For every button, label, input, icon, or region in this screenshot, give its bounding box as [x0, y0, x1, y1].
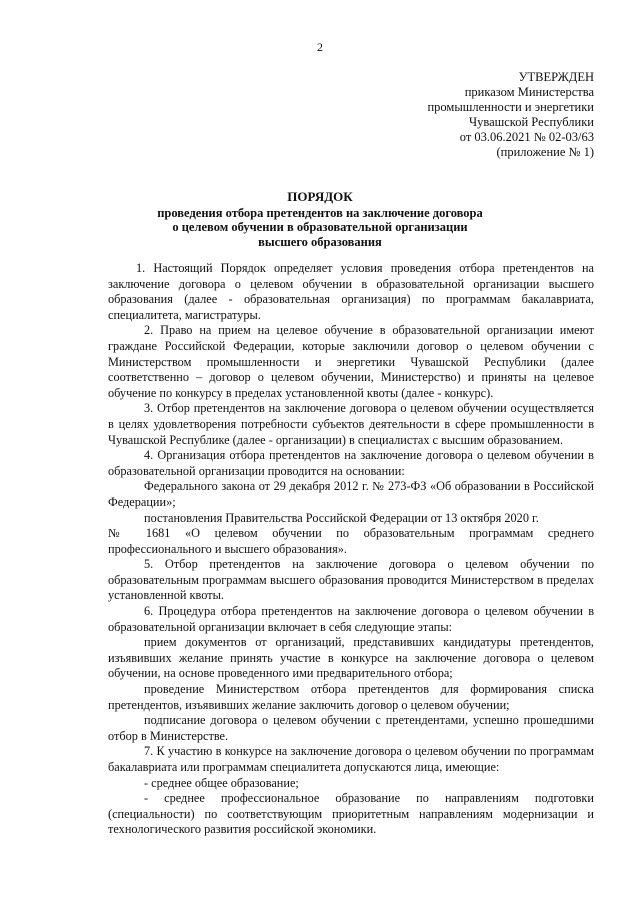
paragraph-4-basis-law: Федерального закона от 29 декабря 2012 г. № 273-ФЗ «Об образовании в Российской Федерации»; [108, 479, 594, 509]
paragraph-6-stage-1: прием документов от организаций, представивших кандидатуры претендентов, изъявивших желание принять участие в конкурсе на заключение договора о целевом обучении, на основе проведенного ими предварительного отбора; [108, 635, 594, 681]
title-subline: о целевом обучении в образовательной организации [172, 220, 468, 234]
page-number: 2 [317, 40, 323, 54]
document-body [108, 261, 594, 838]
paragraph-4: 4. Организация отбора претендентов на заключение договора о целевом обучении в образовательной организации проводится на основании: [108, 448, 594, 478]
approval-stamp [427, 70, 594, 160]
approval-line: Чувашской Республики [468, 115, 594, 129]
paragraph-6-stage-3: подписание договора о целевом обучении с претендентами, успешно прошедшими отбор в Министерстве. [108, 713, 594, 743]
paragraph-4-basis-decree-cont: № 1681 «О целевом обучении по образовательным программам среднего профессионального и высшего образования». [108, 526, 594, 556]
paragraph-7: 7. К участию в конкурсе на заключение договора о целевом обучении по программам бакалавриата или программам специалитета допускаются лица, имеющие: [108, 744, 594, 774]
paragraph-7-item-2: - среднее профессиональное образование по направлениям подготовки (специальности) по соответствующим приоритетным направлениям модернизации и технологического развития российской экономики. [108, 791, 594, 837]
paragraph-6-stage-2: проведение Министерством отбора претендентов для формирования списка претендентов, изъявивших желание заключить договор о целевом обучении; [108, 682, 594, 712]
paragraph-4-basis-decree: постановления Правительства Российской Федерации от 13 октября 2020 г. [144, 510, 539, 525]
approval-line: (приложение № 1) [496, 145, 594, 159]
document-title [0, 190, 640, 249]
title-subline: высшего образования [258, 234, 382, 249]
paragraph-2: 2. Право на прием на целевое обучение в образовательной организации имеют граждане Российской Федерации, которые заключили договор о целевом обучении с Министерством промышленности и энергетики Чувашской Республики (далее соответственно – договор о целевом обучении, Министерство) и приняты на целевое обучение по конкурсу в пределах установленной квоты (далее - конкурс). [108, 323, 594, 400]
paragraph-1: 1. Настоящий Порядок определяет условия проведения отбора претендентов на заключение договора о целевом обучении в образовательной организации высшего образования (далее - образовательная организация) по программам бакалавриата, специалитета, магистратуры. [108, 261, 594, 322]
paragraph-7-item-1: - среднее общее образование; [144, 775, 299, 790]
paragraph-3: 3. Отбор претендентов на заключение договора о целевом обучении осуществляется в целях удовлетворения потребности субъектов деятельности в сфере промышленности в Чувашской Республике (далее - организации) в специалистах с высшим образованием. [108, 401, 594, 447]
approval-line: от 03.06.2021 № 02-03/63 [459, 130, 594, 144]
approval-line: УТВЕРЖДЕН [518, 70, 594, 84]
approval-line: приказом Министерства [464, 85, 594, 99]
approval-line: промышленности и энергетики [427, 100, 594, 114]
title-main: ПОРЯДОК [287, 189, 353, 204]
paragraph-5: 5. Отбор претендентов на заключение договора о целевом обучении по образовательным программам высшего образования проводится Министерством в пределах установленной квоты. [108, 557, 594, 603]
paragraph-6: 6. Процедура отбора претендентов на заключение договора о целевом обучении в образовательной организации включает в себя следующие этапы: [108, 604, 594, 634]
title-subline: проведения отбора претендентов на заключение договора [157, 205, 483, 220]
